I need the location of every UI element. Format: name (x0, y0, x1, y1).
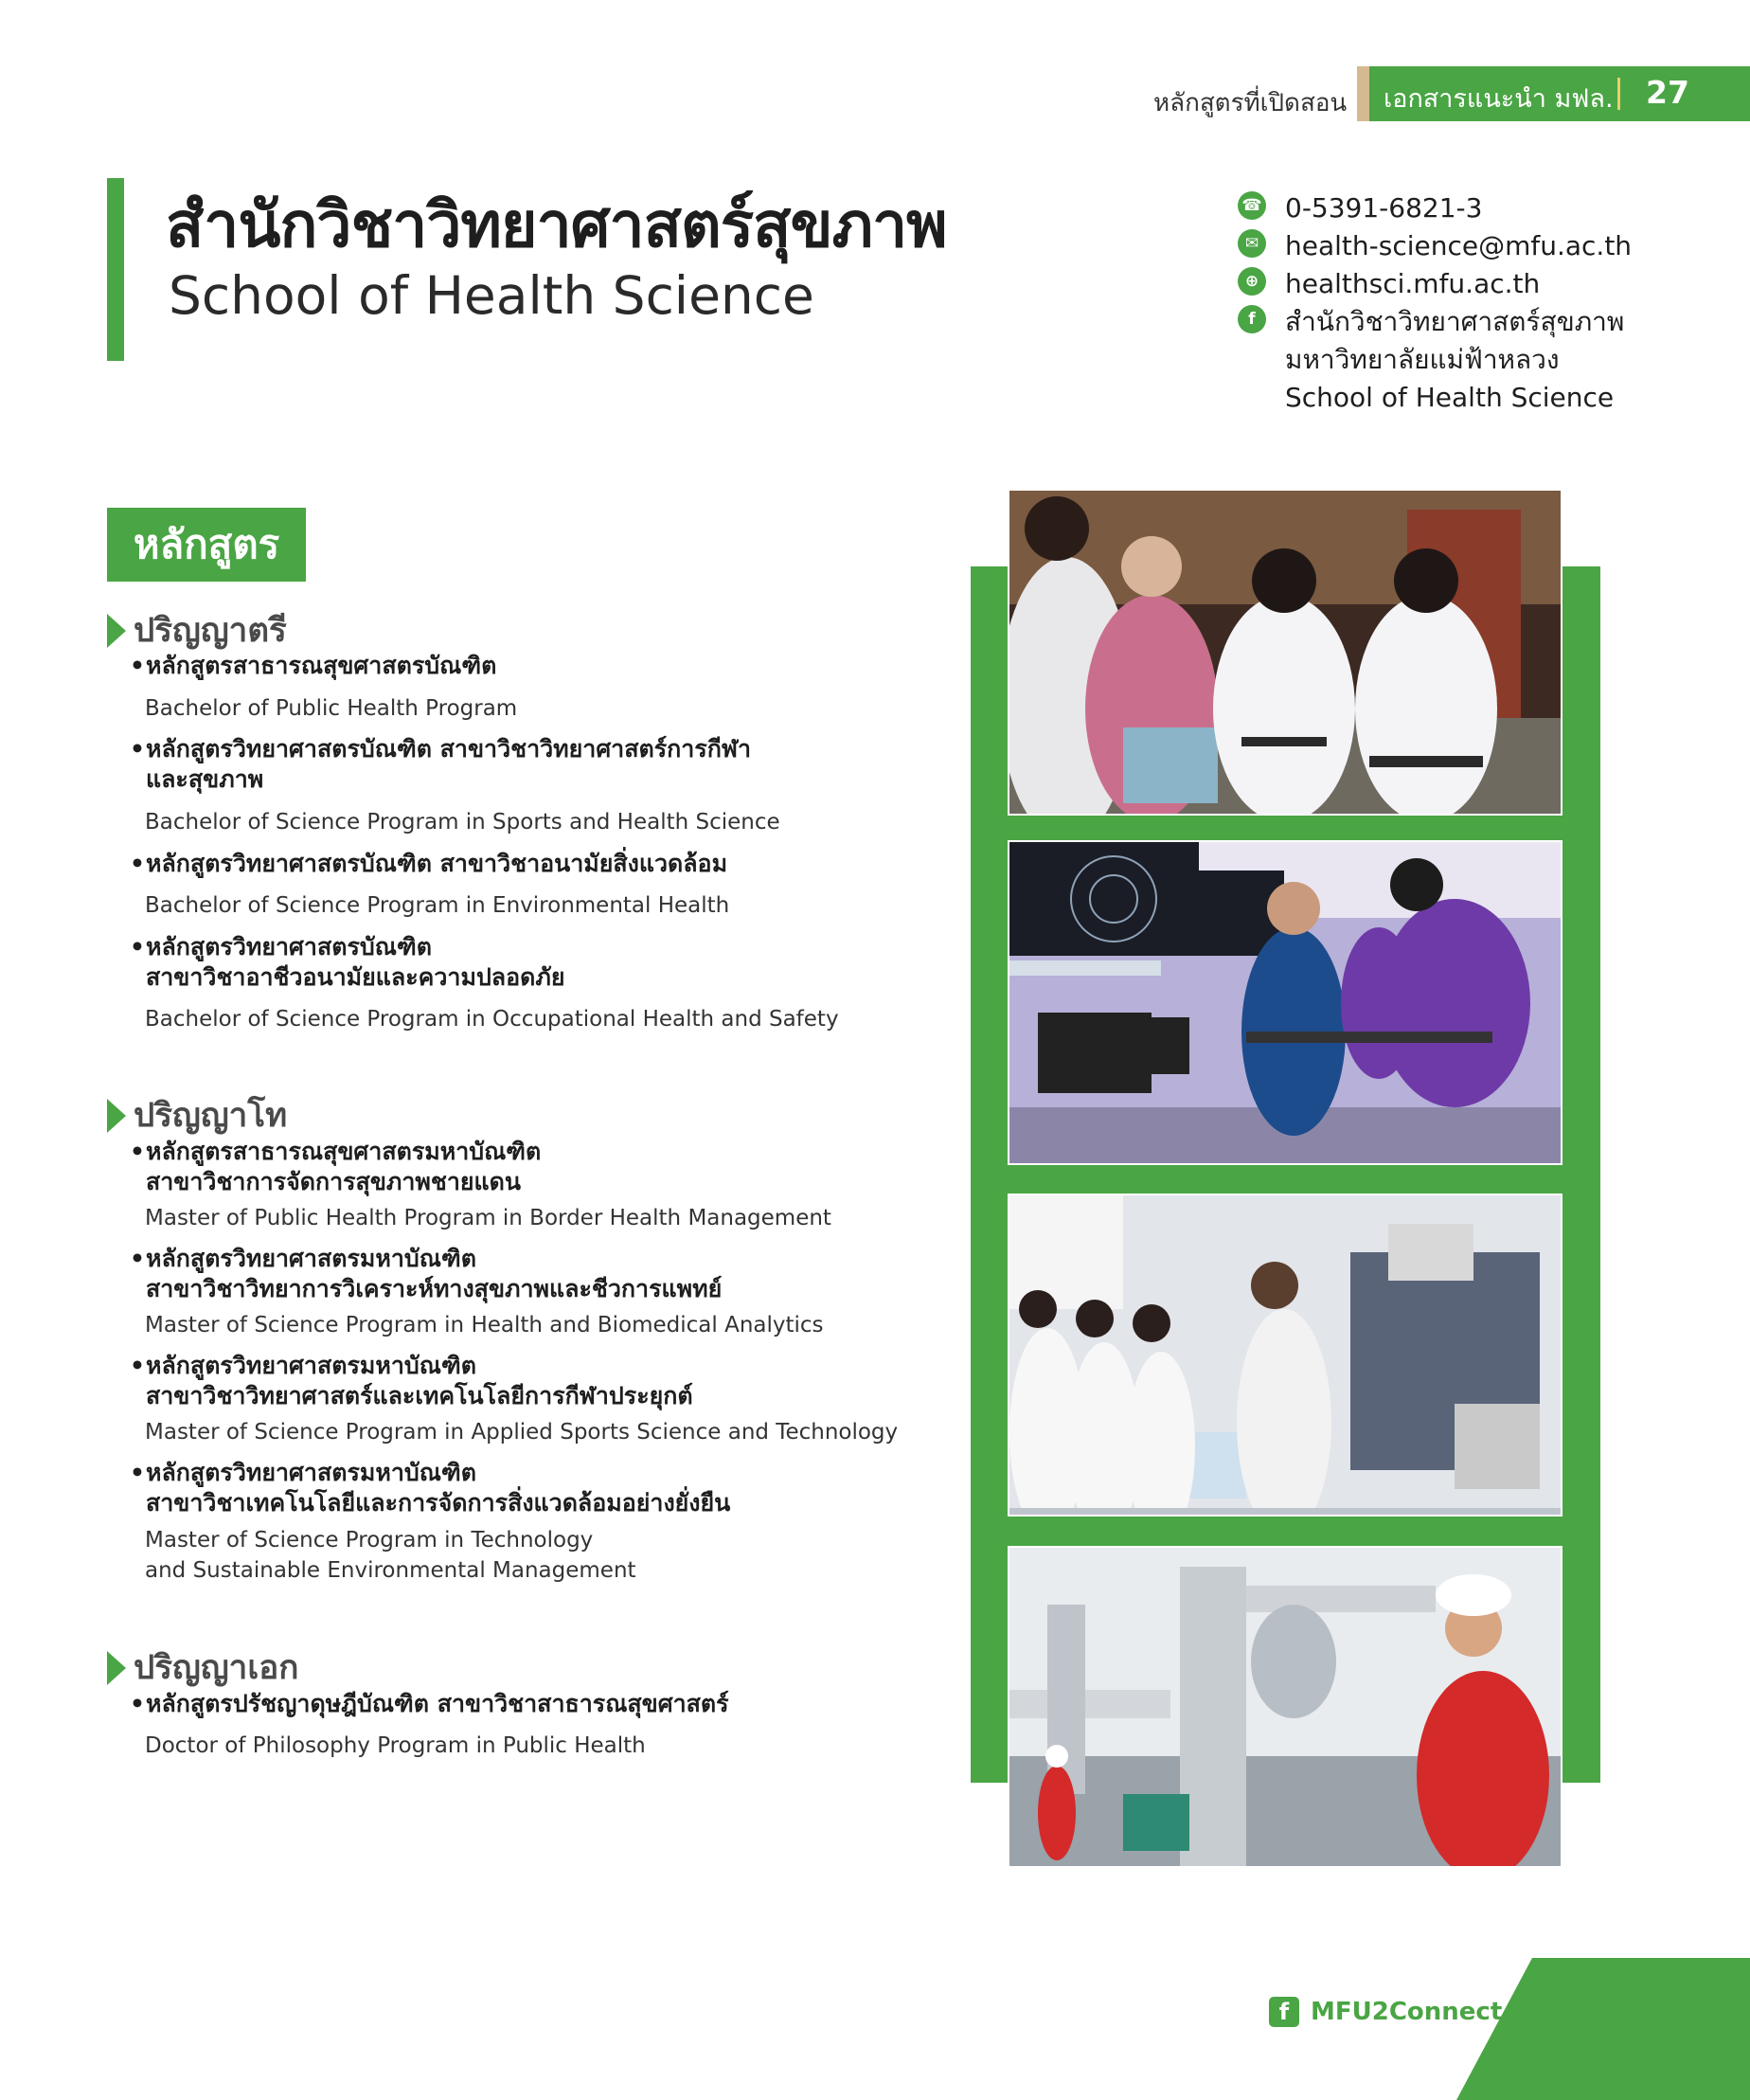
program-thai-line-2: และสุขภาพ (146, 765, 264, 793)
program-english: Master of Science Program in Health and Biomedical Analytics (145, 1313, 824, 1337)
phone-icon: ☎ (1238, 191, 1266, 220)
facebook-icon: f (1269, 1997, 1299, 2027)
facebook-icon: f (1238, 305, 1266, 333)
program-thai-line: หลักสูตรปรัชญาดุษฎีบัณฑิต สาขาวิชาสาธารณสุขศาสตร์ (146, 1690, 729, 1717)
program-thai-line: หลักสูตรวิทยาศาสตรมหาบัณฑิต (146, 1352, 476, 1379)
triangle-bullet-icon (107, 1099, 126, 1133)
degree-doctoral (107, 1642, 299, 1694)
corner-decoration (1456, 1958, 1750, 2100)
degree-bachelor (107, 604, 287, 656)
phone-number: 0-5391-6821-3 (1285, 192, 1483, 224)
page-number: 27 (1646, 74, 1689, 111)
section-label: หลักสูตรที่เปิดสอน (1153, 89, 1348, 117)
program-thai-line: หลักสูตรวิทยาศาสตรบัณฑิต สาขาวิชาวิทยาศาสตร์การกีฬา (146, 735, 752, 763)
program-thai-line: หลักสูตรสาธารณสุขศาสตรบัณฑิต (146, 652, 497, 679)
program-english: Doctor of Philosophy Program in Public Health (145, 1733, 646, 1758)
program-thai-line: หลักสูตรวิทยาศาสตรบัณฑิต (146, 933, 432, 960)
programs-heading: หลักสูตร (107, 508, 306, 582)
program-thai-line: หลักสูตรวิทยาศาสตรบัณฑิต สาขาวิชาอนามัยสิ่งแวดล้อม (146, 850, 728, 877)
photo-analytics-lab (1008, 1194, 1562, 1517)
program-english: Bachelor of Public Health Program (145, 696, 518, 721)
page-title-thai: สำนักวิชาวิทยาศาสตร์สุขภาพ (166, 188, 947, 261)
contact-email (1238, 227, 1632, 265)
program-thai: •หลักสูตรวิทยาศาสตรมหาบัณฑิต (130, 1459, 476, 1486)
program-thai-line-2: สาขาวิชาการจัดการสุขภาพชายแดน (146, 1168, 521, 1195)
program-thai-line-2: สาขาวิชาวิทยาการวิเคราะห์ทางสุขภาพและชีวการแพทย์ (146, 1275, 723, 1302)
program-thai: •หลักสูตรสาธารณสุขศาสตรบัณฑิต (130, 652, 497, 679)
degree-label: ปริญญาตรี (134, 612, 287, 650)
program-thai: •หลักสูตรวิทยาศาสตรบัณฑิต (130, 933, 432, 960)
program-english: Master of Science Program in Applied Sports Science and Technology (145, 1420, 899, 1445)
contact-phone (1238, 189, 1482, 227)
facebook-page[interactable] (1285, 303, 1624, 417)
contact-facebook (1238, 303, 1624, 417)
website-url[interactable]: healthsci.mfu.ac.th (1285, 268, 1541, 299)
globe-icon: ⊕ (1238, 267, 1266, 296)
title-accent-bar (107, 178, 124, 361)
triangle-bullet-icon (107, 1651, 126, 1685)
header-bar-accent (1357, 66, 1369, 121)
facebook-handle: MFU2Connect (1311, 1998, 1503, 2026)
program-english-line-2: and Sustainable Environmental Management (145, 1558, 636, 1583)
header-divider (1617, 78, 1620, 110)
degree-master (107, 1089, 287, 1141)
program-thai: •หลักสูตรสาธารณสุขศาสตรมหาบัณฑิต (130, 1138, 542, 1165)
program-thai: •หลักสูตรวิทยาศาสตรมหาบัณฑิต (130, 1245, 476, 1272)
program-thai: •หลักสูตรวิทยาศาสตรบัณฑิต สาขาวิชาวิทยาศาสตร์การกีฬา (130, 735, 752, 763)
program-english: Bachelor of Science Program in Sports and Health Science (145, 810, 780, 835)
photo-students-interview (1008, 489, 1562, 816)
facebook-line-1: สำนักวิชาวิทยาศาสตร์สุขภาพ (1285, 306, 1625, 337)
facebook-line-2: มหาวิทยาลัยแม่ฟ้าหลวง (1285, 344, 1560, 375)
contact-website (1238, 265, 1540, 303)
photo-environmental-field (1008, 1546, 1562, 1868)
program-thai-line-2: สาขาวิชาเทคโนโลยีและการจัดการสิ่งแวดล้อมอย่างยั่งยืน (146, 1489, 731, 1517)
degree-label: ปริญญาโท (134, 1097, 288, 1135)
email-icon: ✉ (1238, 229, 1266, 258)
document-title: เอกสารแนะนำ มฟล. (1384, 84, 1614, 114)
program-thai-line: หลักสูตรวิทยาศาสตรมหาบัณฑิต (146, 1245, 476, 1272)
photo-sports-lab (1008, 840, 1562, 1165)
program-thai: •หลักสูตรปรัชญาดุษฎีบัณฑิต สาขาวิชาสาธารณสุขศาสตร์ (130, 1690, 729, 1717)
program-thai-line: หลักสูตรวิทยาศาสตรมหาบัณฑิต (146, 1459, 476, 1486)
program-thai-line-2: สาขาวิชาอาชีวอนามัยและความปลอดภัย (146, 963, 565, 991)
program-thai-line-2: สาขาวิชาวิทยาศาสตร์และเทคโนโลยีการกีฬาประยุกต์ (146, 1382, 693, 1409)
program-english: Bachelor of Science Program in Environmental Health (145, 893, 730, 918)
page-title-english: School of Health Science (169, 265, 814, 326)
facebook-line-3: School of Health Science (1285, 382, 1615, 413)
program-english: Bachelor of Science Program in Occupational Health and Safety (145, 1007, 839, 1032)
program-english: Master of Science Program in Technology (145, 1528, 594, 1553)
program-thai: •หลักสูตรวิทยาศาสตรมหาบัณฑิต (130, 1352, 476, 1379)
program-thai-line: หลักสูตรสาธารณสุขศาสตรมหาบัณฑิต (146, 1138, 542, 1165)
program-thai: •หลักสูตรวิทยาศาสตรบัณฑิต สาขาวิชาอนามัยสิ่งแวดล้อม (130, 850, 728, 877)
triangle-bullet-icon (107, 614, 126, 648)
program-english: Master of Public Health Program in Border Health Management (145, 1206, 831, 1230)
email-address[interactable]: health-science@mfu.ac.th (1285, 230, 1633, 261)
degree-label: ปริญญาเอก (134, 1649, 299, 1687)
